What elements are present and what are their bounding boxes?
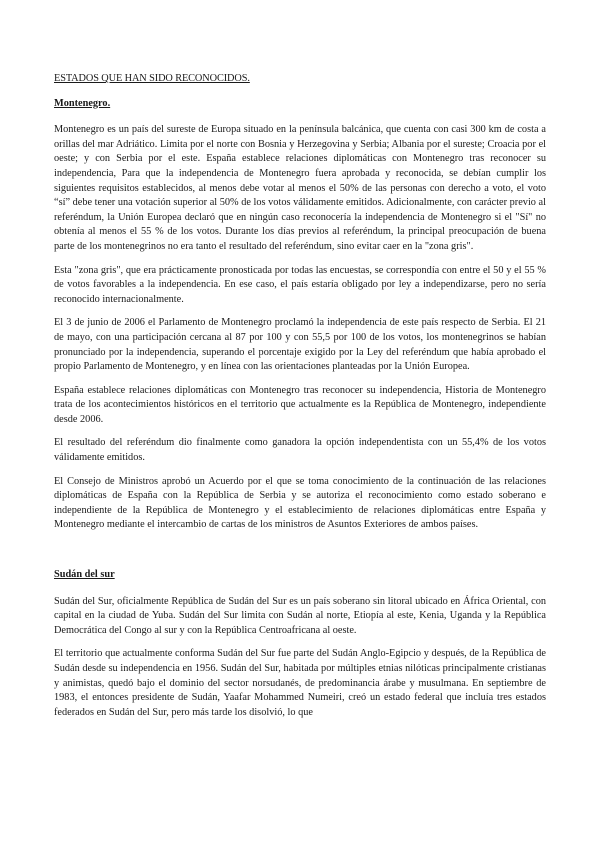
section-spacer [54,542,546,568]
paragraph: España establece relaciones diplomáticas con Montenegro tras reconocer su independencia, Historia de Montenegro trata de los acontecimientos históricos en el territorio que actualmente es la República de Montenegro, independiente desde 2006. [54,384,546,425]
paragraph: Sudán del Sur, oficialmente República de Sudán del Sur es un país soberano sin litoral ubicado en África Oriental, con capital en la ciudad de Yuba. Sudán del Sur limita con Sudán al norte, Etiopía al este, Kenia, Uganda y la República Democrática del Congo al sur y con la República Centroafricana al oeste. [54,595,546,636]
document-title: ESTADOS QUE HAN SIDO RECONOCIDOS. [54,73,250,84]
paragraph: El Consejo de Ministros aprobó un Acuerdo por el que se toma conocimiento de la continuación de las relaciones diplomáticas de España con la República de Serbia y se autoriza el reconocimiento como estado soberano e independiente de la República de Montenegro y el establecimiento de relaciones diplomáticas entre España y Montenegro mediante el intercambio de cartas de los ministros de Asuntos Exteriores de ambos países. [54,475,546,531]
paragraph: Montenegro es un país del sureste de Europa situado en la península balcánica, que cuenta con casi 300 km de costa a orillas del mar Adriático. Limita por el norte con Bosnia y Herzegovina y Serbia; Albania por el sureste; Croacia por el oeste; y con Serbia por el este. España establece relaciones diplomáticas con Montenegro tras reconocer su independencia, Para que la independencia de Montenegro fuera aprobada y reconocida, se debían cumplir los siguientes requisitos establecidos, al menos debe votar al menos el 50% de las personas con derecho a voto, el voto “sí” debe tener una votación superior al 50% de los votos válidamente emitidos. Adicionalmente, con carácter previo al referéndum, la Unión Europea declaró que en ningún caso reconocería la independencia de Montenegro si el "Sí" no obtenía al menos el 55 % de los votos. Durante los días previos al referéndum, la principal preocupación de buena parte de los montenegrinos no era tanto el resultado del referéndum, sino evitar caer en la "zona gris". [54,124,546,252]
paragraph: Esta "zona gris", que era prácticamente pronosticada por todas las encuestas, se correspondía con entre el 50 y el 55 % de votos favorables a la independencia. En ese caso, el país estaría obligado por ley a independizarse, pero no sería reconocido internacionalmente. [54,264,546,305]
section-sudan-del-sur [54,568,546,720]
document-page [54,72,546,729]
paragraph: El territorio que actualmente conforma Sudán del Sur fue parte del Sudán Anglo-Egipcio y después, de la República de Sudán desde su independencia en 1956. Sudán del Sur, habitada por múltiples etnias nilóticas principalmente cristianas y animistas, quedó bajo el dominio del sector norsudanés, de predominancia árabe y musulmana. En septiembre de 1983, el entonces presidente de Sudán, Yaafar Mohammed Numeiri, creó un estado federal que incluía tres estados federados en Sudán del Sur, pero más tarde los disolvió, lo que [54,648,546,718]
paragraph: El resultado del referéndum dio finalmente como ganadora la opción independentista con un 55,4% de los votos válidamente emitidos. [54,437,546,464]
section-montenegro [54,97,546,533]
paragraph: El 3 de junio de 2006 el Parlamento de Montenegro proclamó la independencia de este país respecto de Serbia. El 21 de mayo, con una participación cercana al 87 por 100 y con 55,5 por 100 de los votos, los montenegrinos se habían pronunciado por la independencia, superando el porcentaje exigido por la Ley del referéndum que había aprobado el propio Parlamento de Montenegro, y en línea con las orientaciones planteadas por la Unión Europea. [54,317,546,373]
section-heading-sudan-del-sur: Sudán del sur [54,569,115,581]
section-heading-montenegro: Montenegro. [54,97,111,109]
